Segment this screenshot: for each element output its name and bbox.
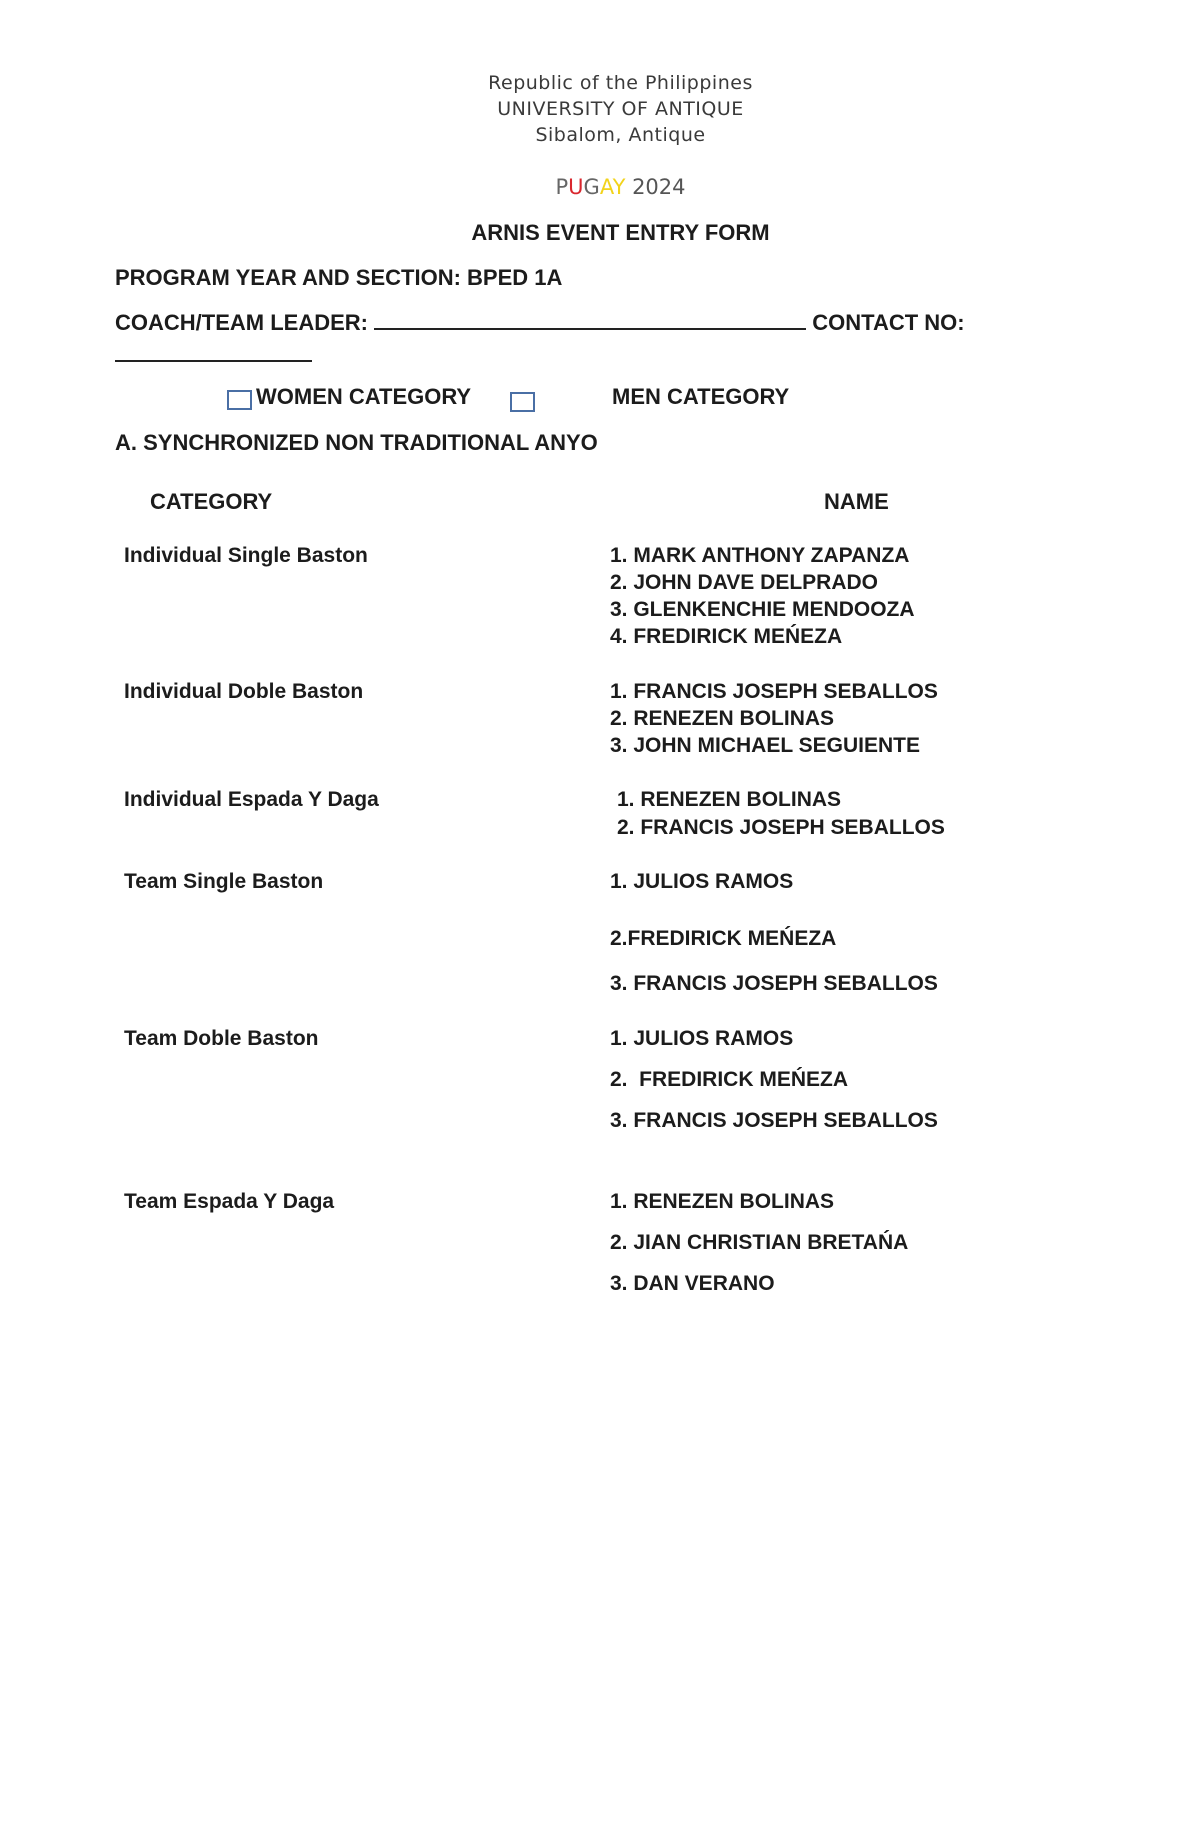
entry-name: 2. JIAN CHRISTIAN BRETAŃA bbox=[610, 1231, 909, 1254]
column-header-name: NAME bbox=[824, 489, 889, 514]
entry-name: 3. GLENKENCHIE MENDOOZA bbox=[610, 598, 915, 621]
entry-category: Team Espada Y Daga bbox=[124, 1190, 335, 1213]
header-location: Sibalom, Antique bbox=[535, 124, 706, 146]
section-a-heading: A. SYNCHRONIZED NON TRADITIONAL ANYO bbox=[115, 430, 598, 455]
entry-name: 2. FRANCIS JOSEPH SEBALLOS bbox=[617, 816, 945, 839]
entry-name: 1. RENEZEN BOLINAS bbox=[610, 1190, 835, 1213]
entry-name: 2. JOHN DAVE DELPRADO bbox=[610, 571, 878, 594]
entry-name: 1. RENEZEN BOLINAS bbox=[617, 788, 842, 811]
women-category-label: WOMEN CATEGORY bbox=[256, 384, 472, 409]
men-category-label: MEN CATEGORY bbox=[612, 384, 790, 409]
entry-name: 1. JULIOS RAMOS bbox=[610, 1027, 794, 1050]
women-category-checkbox[interactable] bbox=[227, 390, 252, 410]
event-year: 2024 bbox=[625, 175, 686, 199]
entry-name: 2. FREDIRICK MEŃEZA bbox=[610, 1068, 849, 1091]
entry-name: 1. FRANCIS JOSEPH SEBALLOS bbox=[610, 680, 938, 703]
coach-line bbox=[115, 310, 965, 336]
header-university: UNIVERSITY OF ANTIQUE bbox=[497, 98, 744, 120]
event-name bbox=[0, 175, 1200, 199]
program-section: PROGRAM YEAR AND SECTION: BPED 1A bbox=[115, 265, 563, 290]
entry-category: Individual Single Baston bbox=[124, 544, 368, 567]
entry-category: Team Single Baston bbox=[124, 870, 324, 893]
contact-label: CONTACT NO: bbox=[812, 310, 965, 335]
event-letter-y: Y bbox=[612, 175, 626, 199]
coach-label: COACH/TEAM LEADER: bbox=[115, 310, 368, 335]
column-header-category: CATEGORY bbox=[150, 489, 273, 514]
men-category-checkbox[interactable] bbox=[510, 392, 535, 412]
event-letter-g: G bbox=[583, 175, 600, 199]
entry-category: Individual Espada Y Daga bbox=[124, 788, 379, 811]
entry-category: Team Doble Baston bbox=[124, 1027, 319, 1050]
entry-name: 3. DAN VERANO bbox=[610, 1272, 775, 1295]
entry-name: 1. MARK ANTHONY ZAPANZA bbox=[610, 544, 910, 567]
entry-name: 2.FREDIRICK MEŃEZA bbox=[610, 927, 837, 950]
entry-name: 3. FRANCIS JOSEPH SEBALLOS bbox=[610, 972, 938, 995]
entry-name: 2. RENEZEN BOLINAS bbox=[610, 707, 835, 730]
coach-blank[interactable] bbox=[374, 326, 806, 330]
entry-name: 3. FRANCIS JOSEPH SEBALLOS bbox=[610, 1109, 938, 1132]
form-title: ARNIS EVENT ENTRY FORM bbox=[471, 220, 770, 245]
event-letter-p: P bbox=[555, 175, 569, 199]
contact-blank[interactable] bbox=[115, 360, 312, 362]
entry-category: Individual Doble Baston bbox=[124, 680, 364, 703]
header-republic: Republic of the Philippines bbox=[488, 72, 753, 94]
entry-name: 4. FREDIRICK MEŃEZA bbox=[610, 625, 843, 648]
event-letter-a: A bbox=[599, 175, 613, 199]
entry-name: 1. JULIOS RAMOS bbox=[610, 870, 794, 893]
entry-name: 3. JOHN MICHAEL SEGUIENTE bbox=[610, 734, 920, 757]
event-letter-u: U bbox=[568, 175, 584, 199]
